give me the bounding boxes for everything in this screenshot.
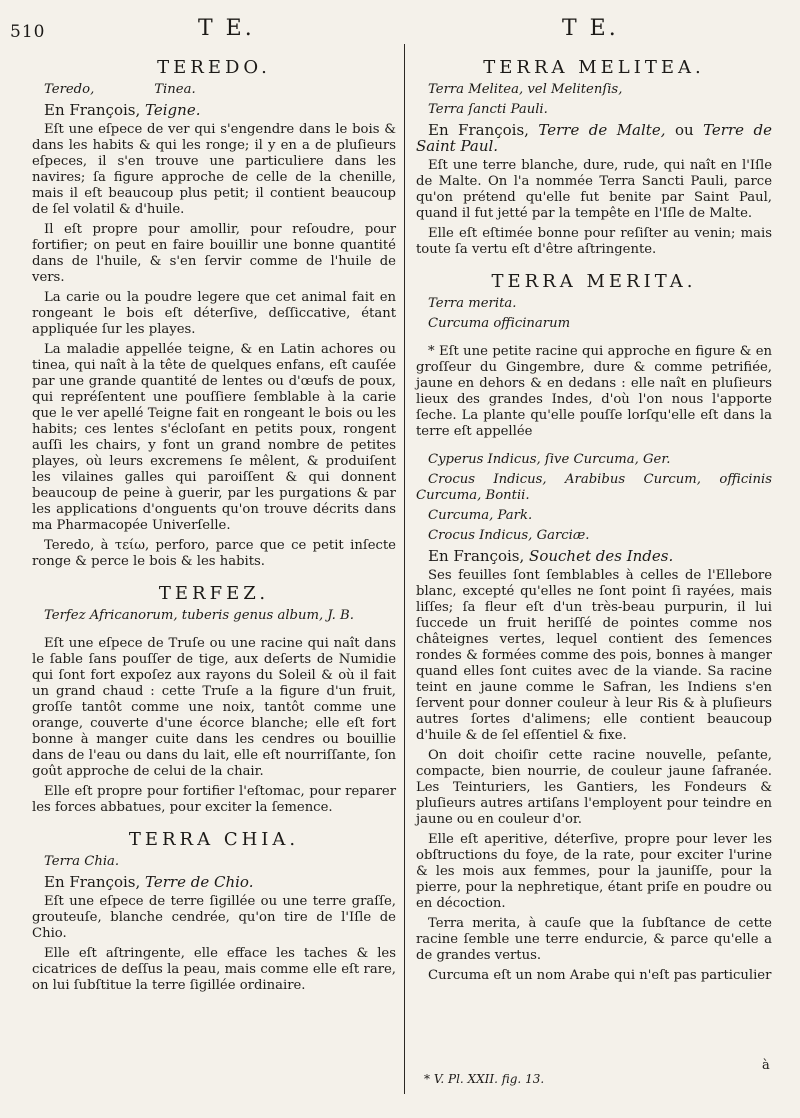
paragraph: Il eſt propre pour amollir, pour reſoudre, pour fortifier; on peut en faire bouillir une bonne quantité dans de l'huile, & s'en ſervir comme de l'huile de vers. <box>32 222 396 285</box>
running-head-left: T E. <box>198 16 255 41</box>
paragraph: On doit choiſir cette racine nouvelle, peſante, compacte, bien nourrie, de couleur jaune ſafranée. Les Teinturiers, les Gantiers, les Fondeurs & pluſieurs autres artiſans l'employent pour teindre en jaune ou en couleur d'or. <box>416 748 772 827</box>
entry-title-terra-merita: TERRA MERITA. <box>491 271 697 292</box>
french-term: Teigne. <box>145 101 201 119</box>
synonym-part: Tinea. <box>154 82 196 97</box>
synonym: Terra ſancti Pauli. <box>428 102 548 117</box>
french-name <box>32 874 396 890</box>
paragraph: Eſt une eſpece de Truſe ou une racine qui naît dans le ſable ſans pouſſer de tige, aux deſerts de Numidie qui ſont fort expoſez aux rayons du Soleil & où il fait un grand chaud : cette Truſe a la figure d'un fruit, groſſe tantôt comme une noix, tantôt comme une orange, couverte d'une écorce blanche; elle eſt fort bonne à manger cuite dans les cendres ou bouillie dans de l'eau ou dans du lait, elle eſt nourriſſante, ſon goût approche de celui de la chair. <box>32 636 396 779</box>
footnote: * V. Pl. XXII. fig. 13. <box>424 1072 545 1086</box>
running-head-right: T E. <box>562 16 619 41</box>
paragraph: Elle eſt propre pour fortifier l'eſtomac, pour reparer les forces abbatues, pour exciter la ſemence. <box>32 784 396 815</box>
french-name <box>416 122 772 154</box>
french-label: En François, <box>44 873 141 891</box>
french-conjunction: ou <box>674 121 694 139</box>
entry-title-terfez: TERFEZ. <box>158 583 270 604</box>
french-label: En François, <box>44 101 141 119</box>
entry-title-terra-melitea: TERRA MELITEA. <box>483 57 705 78</box>
synonym: Terfez Africanorum, tuberis genus album, J. B. <box>44 608 354 623</box>
french-label: En François, <box>428 547 525 565</box>
paragraph: La carie ou la poudre legere que cet animal fait en rongeant le bois eſt déterſive, deſſiccative, étant appliquée ſur les playes. <box>32 290 396 337</box>
page-number: 510 <box>10 22 46 42</box>
paragraph: La maladie appellée teigne, & en Latin achores ou tinea, qui naît à la tête de quelques enfans, eſt cauſée par une grande quantité de lentes ou d'œufs de poux, qui repréſentent une pouſſiere ſemblable à la carie que le ver apellé Teigne fait en rongeant le bois ou les habits; ces lentes s'écloſant en petits poux, rongent auſſi les chairs, y font un grand nombre de petites playes, où leurs excremens ſe mêlent, & produiſent les vilaines galles qui paroiſſent & qui donnent beaucoup de peine à guerir, par les purgations & par les applications d'onguents qu'on trouve décrits dans ma Pharmacopée Univerſelle. <box>32 342 396 533</box>
paragraph: Teredo, à τείω, perforo, parce que ce petit inſecte ronge & perce le bois & les habits. <box>32 538 396 569</box>
synonym: Terra Melitea, vel Melitenſis, <box>428 82 623 97</box>
french-name <box>32 102 396 118</box>
synonym: Cyperus Indicus, ſive Curcuma, Ger. <box>428 452 671 467</box>
french-term: Terre de Chio. <box>145 873 254 891</box>
french-term: Souchet des Indes. <box>529 547 674 565</box>
catchword: à <box>762 1058 770 1073</box>
synonym-part: Teredo, <box>44 82 95 97</box>
synonym: Crocus Indicus, Garciæ. <box>428 528 590 543</box>
french-term: Terre de Malte, <box>538 121 666 139</box>
french-term: Terre de Saint Paul. <box>416 121 772 155</box>
paragraph: Ses feuilles ſont ſemblables à celles de l'Ellebore blanc, excepté qu'elles ne ſont point ſi rayées, mais liſſes; ſa fleur eſt d'un très-beau purpurin, il lui ſuccede un fruit heriſſé de pointes comme nos châteignes vertes, lequel contient des ſemences rondes & formées comme des pois, bonnes à manger quand elles ſont cuites avec de la viande. Sa racine teint en jaune comme le Safran, les Indiens s'en ſervent pour donner couleur à leur Ris & à pluſieurs autres ſortes d'alimens; elle contient beaucoup d'huile & de ſel eſſentiel & fixe. <box>416 568 772 743</box>
paragraph: * Eſt une petite racine qui approche en figure & en groſſeur du Gingembre, dure & comme petrifiée, jaune en dehors & en dedans : elle naît en pluſieurs lieux des grandes Indes, d'où l'on nous l'apporte ſeche. La plante qu'elle pouſſe lorſqu'elle eſt dans la terre eſt appellée <box>416 344 772 439</box>
entry-title-teredo: TEREDO. <box>157 57 271 78</box>
right-column <box>416 56 772 988</box>
synonym: Terra merita. <box>428 296 517 311</box>
paragraph: Elle eſt aſtringente, elle efface les taches & les cicatrices de deſſus la peau, mais comme elle eſt rare, on lui ſubſtitue la terre ſigillée ordinaire. <box>32 946 396 993</box>
paragraph: Eſt une eſpece de terre ſigillée ou une terre graſſe, grouteuſe, blanche cendrée, qu'on tire de l'Iſle de Chio. <box>32 894 396 941</box>
column-divider <box>404 44 405 1094</box>
paragraph: Elle eſt aperitive, déterſive, propre pour lever les obſtructions du foye, de la rate, pour exciter l'urine & les mois aux femmes, pour la jauniſſe, pour la pierre, pour la nephretique, étant priſe en poudre ou en décoction. <box>416 832 772 911</box>
french-label: En François, <box>428 121 529 139</box>
left-column <box>32 56 396 998</box>
paragraph: Terra merita, à cauſe que la ſubſtance de cette racine ſemble une terre endurcie, & parce qu'elle a de grandes vertus. <box>416 916 772 963</box>
french-name <box>416 548 772 564</box>
synonym <box>32 82 396 98</box>
paragraph: Eſt une eſpece de ver qui s'engendre dans le bois & dans les habits & qui les ronge; il y en a de pluſieurs eſpeces, il s'en trouve une particuliere dans les navires; ſa figure approche de celle de la chenille, mais il eſt beaucoup plus petit; il contient beaucoup de ſel volatil & d'huile. <box>32 122 396 217</box>
paragraph: Elle eſt eſtimée bonne pour reſiſter au venin; mais toute ſa vertu eſt d'être aſtringente. <box>416 226 772 257</box>
paragraph: Curcuma eſt un nom Arabe qui n'eſt pas particulier <box>428 968 772 983</box>
synonym: Curcuma, Park. <box>428 508 533 523</box>
entry-title-terra-chia: TERRA CHIA. <box>128 829 300 850</box>
synonym: Curcuma officinarum <box>428 316 571 331</box>
synonym: Terra Chia. <box>44 854 120 869</box>
paragraph: Eſt une terre blanche, dure, rude, qui naît en l'Iſle de Malte. On l'a nommée Terra Sancti Pauli, parce qu'on prétend qu'elle fut benite par Saint Paul, quand il fut jetté par la tempête en l'Iſle de Malte. <box>416 158 772 221</box>
synonym: Crocus Indicus, Arabibus Curcum, officinis Curcuma, Bontii. <box>416 472 772 503</box>
